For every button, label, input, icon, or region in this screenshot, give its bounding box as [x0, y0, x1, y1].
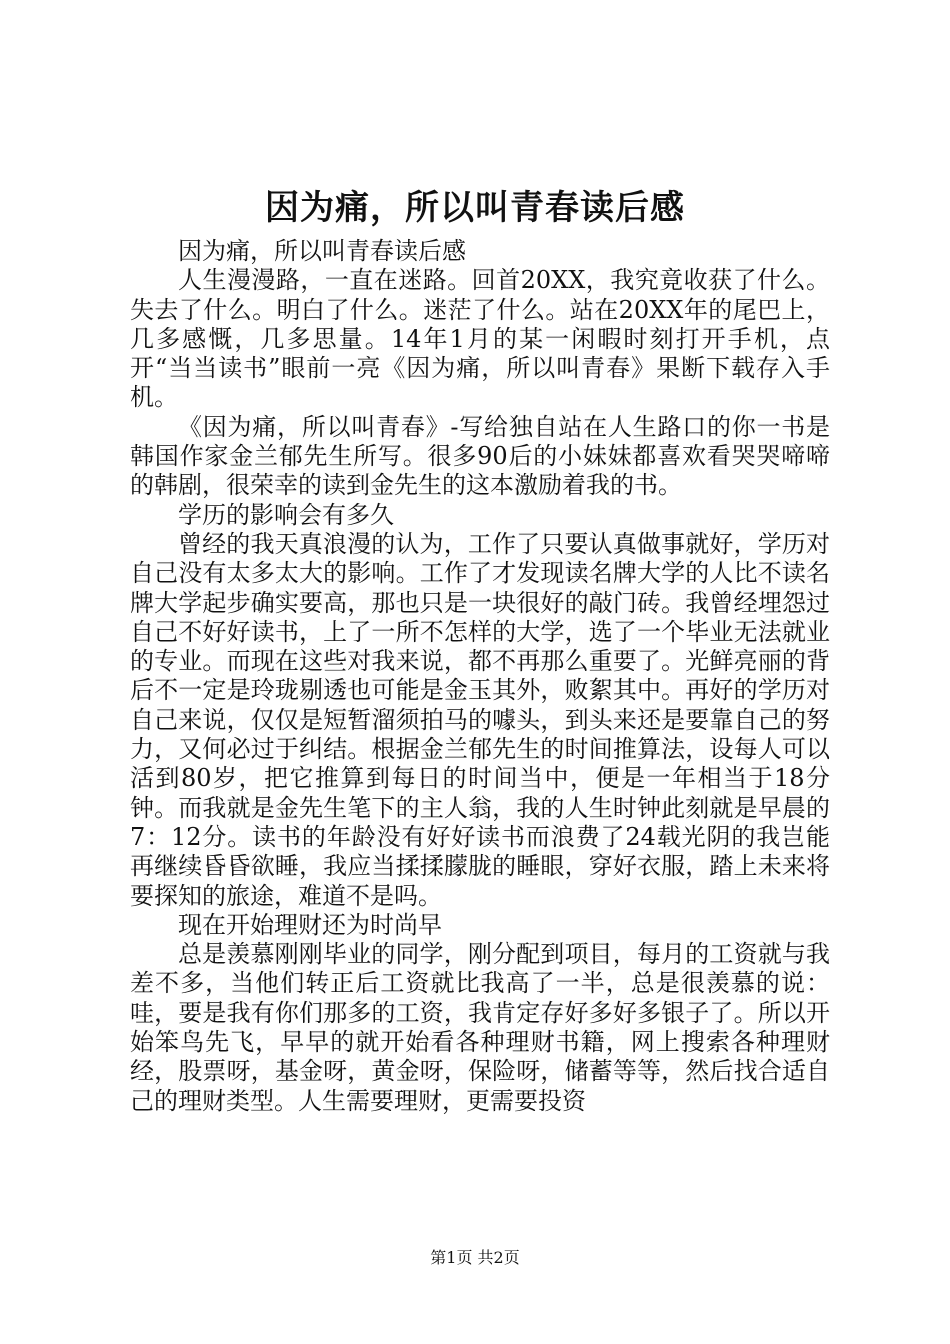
- section-heading-education: 学历的影响会有多久: [178, 500, 394, 529]
- paragraph-intro: 人生漫漫路，一直在迷路。回首20XX，我究竟收获了什么。失去了什么。明白了什么。迷茫了什么。站在20XX年的尾巴上，几多感慨，几多思量。14年1月的某一闲暇时刻打开手机，点开“当当读书”眼前一亮《因为痛，所以叫青春》果断下载存入手机。: [130, 266, 830, 412]
- paragraph-education: 曾经的我天真浪漫的认为，工作了只要认真做事就好，学历对自己没有太多太大的影响。工作了才发现读名牌大学的人比不读名牌大学起步确实要高，那也只是一块很好的敲门砖。我曾经埋怨过自己不好好读书，上了一所不怎样的大学，选了一个毕业无法就业的专业。而现在这些对我来说，都不再那么重要了。光鲜亮丽的背后不一定是玲珑剔透也可能是金玉其外，败絮其中。再好的学历对自己来说，仅仅是短暂溜须拍马的噱头，到头来还是要靠自己的努力，又何必过于纠结。根据金兰郁先生的时间推算法，设每人可以活到80岁，把它推算到每日的时间当中，便是一年相当于18分钟。而我就是金先生笔下的主人翁，我的人生时钟此刻就是早晨的7：12分。读书的年龄没有好好读书而浪费了24载光阴的我岂能再继续昏昏欲睡，我应当揉揉朦胧的睡眼，穿好衣服，踏上未来将要探知的旅途，难道不是吗。: [130, 529, 830, 910]
- document-body: [130, 237, 830, 1116]
- document-title: 因为痛，所以叫青春读后感: [265, 188, 685, 228]
- page-number: 第1页 共2页: [430, 1248, 520, 1267]
- paragraph-subtitle: 因为痛，所以叫青春读后感: [178, 237, 466, 265]
- section-heading-finance: 现在开始理财还为时尚早: [178, 910, 442, 939]
- paragraph-book-info: 《因为痛，所以叫青春》-写给独自站在人生路口的你一书是韩国作家金兰郁先生所写。很多90后的小妹妹都喜欢看哭哭啼啼的韩剧，很荣幸的读到金先生的这本激励着我的书。: [130, 412, 830, 500]
- paragraph-finance: 总是羡慕刚刚毕业的同学，刚分配到项目，每月的工资就与我差不多，当他们转正后工资就比我高了一半，总是很羡慕的说：哇，要是我有你们那多的工资，我肯定存好多好多银子了。所以开始笨鸟先飞，早早的就开始看各种理财书籍，网上搜索各种理财经，股票呀，基金呀，黄金呀，保险呀，储蓄等等，然后找合适自己的理财类型。人生需要理财，更需要投资: [130, 940, 830, 1115]
